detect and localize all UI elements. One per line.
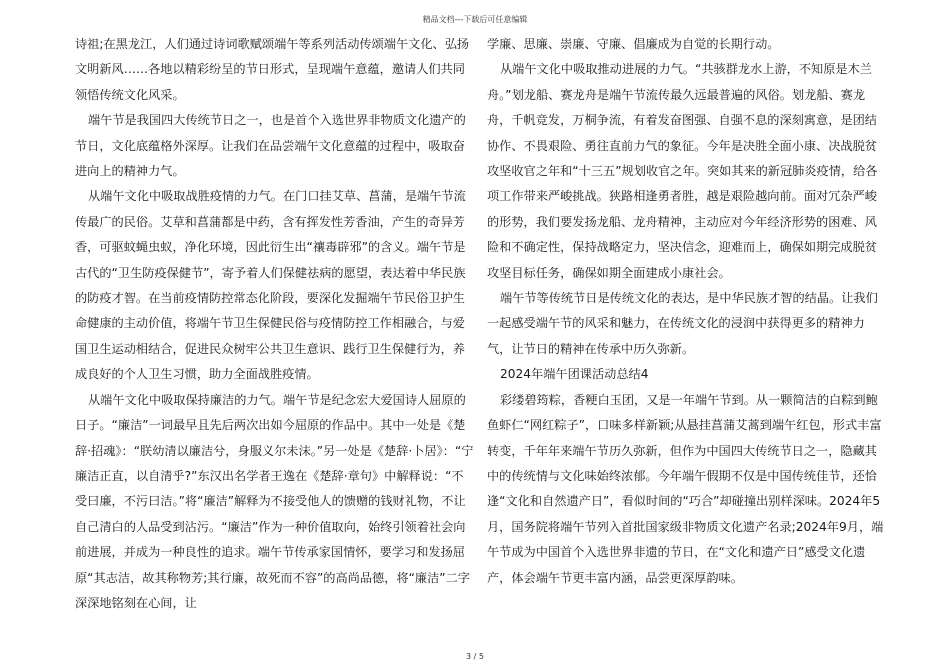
paragraph: 从端午文化中吸取战胜疫情的力气。在门口挂艾草、菖蒲，是端午节流传最广的民俗。艾草和菖蒲都是中药，含有挥发性芳香油，产生的奇异芳香，可驱蚊蝇虫蚁，净化环境，因此衍生出“禳毒辟邪”的含义。端午节是古代的“卫生防疫保健节”，寄予着人们保健祛病的愿望，表达着中华民族的防疫才智。在当前疫情防控常态化阶段，要深化发掘端午节民俗卫护生命健康的主动价值，将端午节卫生保健民俗与疫情防控工作相融合，与爱国卫生运动相结合，促进民众树牢公共卫生意识、践行卫生保健行为，养成良好的个人卫生习惯，助力全面战胜疫情。	[75, 189, 466, 382]
paragraph: 学廉、思廉、崇廉、守廉、倡廉成为自觉的长期行动。	[487, 37, 780, 51]
paragraph: 端午节等传统节日是传统文化的表达，是中华民族才智的结晶。让我们一起感受端午节的风采和魅力，在传统文化的浸润中获得更多的精神力气，让节日的精神在传承中历久弥新。	[487, 291, 878, 356]
paragraph: 从端午文化中吸取推动进展的力气。“共骇群龙水上游，不知原是木兰舟。”划龙船、赛龙舟是端午节流传最久远最普遍的风俗。划龙船、赛龙舟，千帆竞发，万桐争流，有着发奋图强、自强不息的深刻寓意，是团结协作、不畏艰险、勇往直前力气的象征。今年是决胜全面小康、决战脱贫攻坚收官之年和“十三五”规划收官之年。突如其来的新冠肺炎疫情，给各项工作带来严峻挑战。狭路相逢勇者胜，越是艰险越向前。面对冗杂严峻的形势，我们要发扬龙船、龙舟精神，主动应对今年经济形势的困难、风险和不确定性，保持战略定力，坚决信念，迎难而上，确保如期完成脱贫攻坚目标任务，确保如期全面建成小康社会。	[487, 62, 878, 280]
right-column	[487, 32, 887, 591]
left-column	[75, 32, 475, 616]
paragraph: 彩缕碧筠粽，香粳白玉团，又是一年端午节到。从一颗简洁的白粽到鲍鱼虾仁“网红粽子”，口味多样新颖;从悬挂菖蒲艾蒿到端午红包，形式丰富转变，千年年来端午节历久弥新，但作为中国四大传统节日之一，隐藏其中的传统情与文化味始终浓郁。今年端午假期不仅是中国传统佳节，还恰逢“文化和自然遗产日”，看似时间的“巧合”却碰撞出别样深味。2024年5月，国务院将端午节列入首批国家级非物质文化遗产名录;2024年9月，端午节成为中国首个入选世界非遗的节日，在“文化和遗产日”感受文化遗产，体会端午节更丰富内涵，品尝更深厚韵味。	[487, 392, 884, 585]
paragraph: 2024年端午团课活动总结4	[500, 367, 649, 382]
paragraph: 端午节是我国四大传统节日之一，也是首个入选世界非物质文化遗产的节日，文化底蕴格外深厚。让我们在品尝端午文化意蕴的过程中，吸取奋进向上的精神力气。	[75, 113, 466, 179]
paragraph: 诗祖;在黑龙江，人们通过诗词歌赋颂端午等系列活动传颂端午文化、弘扬文明新风……各地以精彩纷呈的节日形式，呈现端午意蕴，邀请人们共同领悟传统文化风采。	[75, 37, 470, 102]
page-header: 精品文档---下载后可任意编辑	[422, 15, 528, 24]
paragraph: 从端午文化中吸取保持廉洁的力气。端午节是纪念宏大爱国诗人屈原的日子。“廉洁”一词最早且先后两次出如今屈原的作品中。其中一处是《楚辞·招魂》：“朕幼清以廉洁兮，身服义尔未沫。”另一处是《楚辞·卜居》：“宁廉洁正直，以自清乎?”东汉出名学者王逸在《楚辞·章句》中解释说：“不受曰廉，不污曰洁。”将“廉洁”解释为不接受他人的馈赠的钱财礼物，不让自己清白的人品受到沾污。“廉洁”作为一种价值取向，始终引领着社会向前进展，并成为一种良性的追求。端午节传承家国情怀，要学习和发扬屈原“其志洁，故其称物芳;其行廉，故死而不容”的高尚品德，将“廉洁”二字深深地铭刻在心间，让	[75, 392, 474, 610]
page-number: 3 / 5	[466, 652, 484, 661]
